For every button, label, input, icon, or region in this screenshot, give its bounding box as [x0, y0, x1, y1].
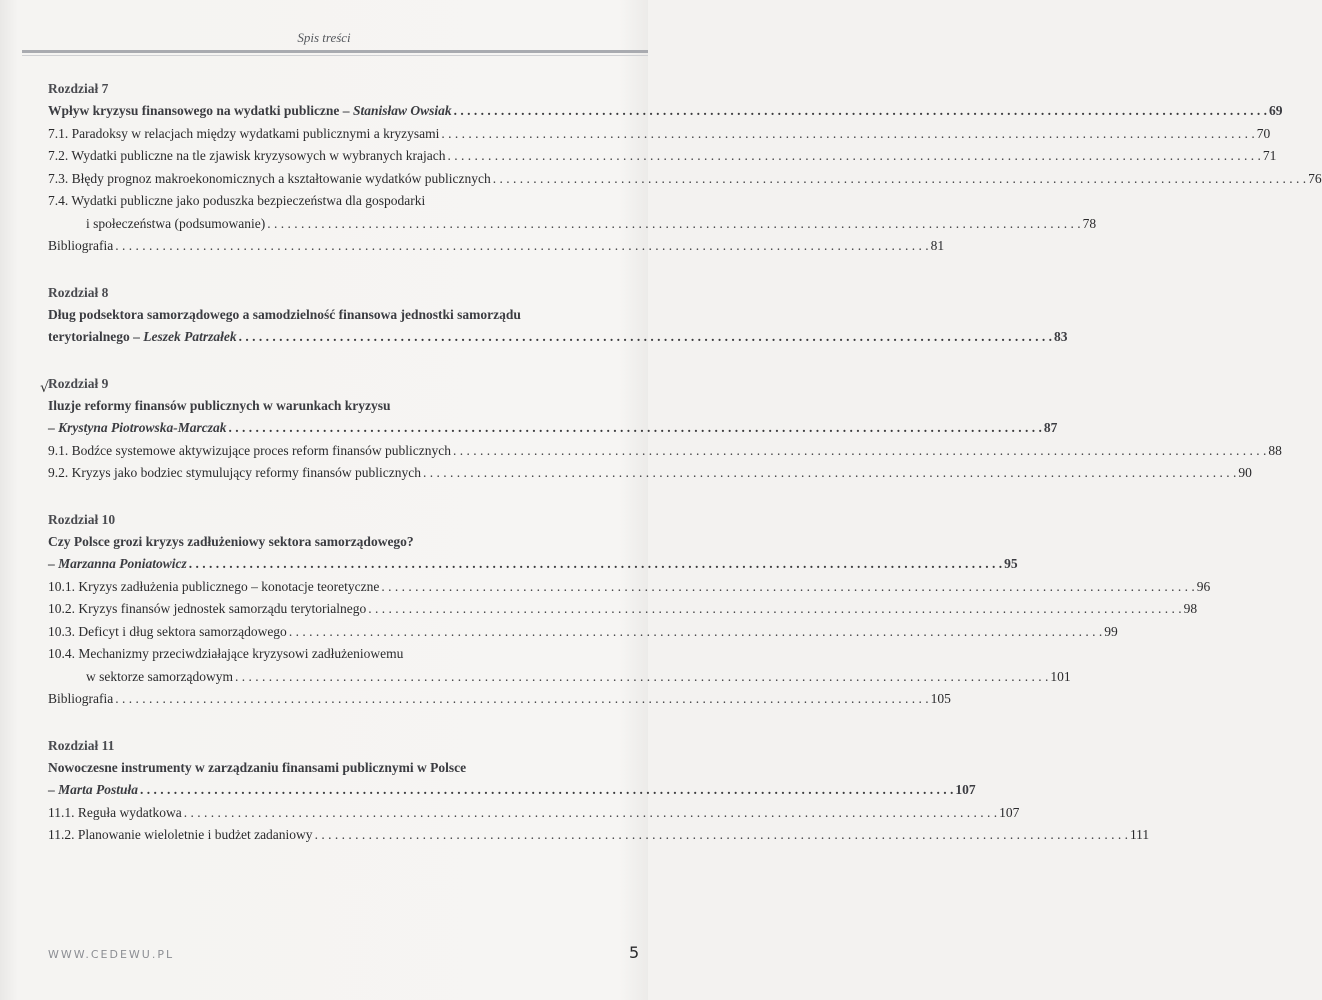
page-number: 5: [629, 943, 640, 962]
toc-entry-text: i społeczeństwa (podsumowanie): [86, 215, 266, 231]
toc-entry-title: [86, 213, 265, 236]
toc-entry-page: 105: [930, 691, 951, 706]
toc-entry-title: [48, 598, 366, 621]
toc-entry: [48, 643, 594, 666]
toc-entry-title: [48, 576, 379, 599]
toc-entry-title: [48, 326, 237, 349]
toc-entry: [48, 100, 1283, 123]
toc-entry-title: [48, 395, 391, 418]
toc-entry-page: 111: [1129, 827, 1150, 842]
running-header-title: Spis treści: [297, 30, 351, 45]
toc-entry-text: 7.4. Wydatki publiczne jako poduszka bezpieczeństwa dla gospodarki: [48, 193, 426, 208]
chapter-label-text: Rozdział 8: [48, 284, 109, 300]
toc-entry-author: Krystyna Piotrowska-Marczak: [58, 420, 227, 435]
toc-entry-title: [48, 757, 466, 780]
leader-dots: [447, 145, 1260, 168]
toc-entry-author: Stanisław Owsiak: [352, 103, 452, 118]
leader-dots: [239, 326, 1052, 349]
toc-entry-text: Nowoczesne instrumenty w zarządzaniu finansami publicznymi w Polsce: [48, 759, 467, 775]
toc-entry: [48, 395, 594, 418]
toc-entry-text: –: [48, 556, 59, 571]
leader-dots: [140, 779, 953, 802]
toc-entry-title: [48, 417, 227, 440]
toc-entry-title: [48, 553, 187, 576]
toc-entry-title: [48, 235, 113, 258]
toc-entry-text: Iluzje reformy finansów publicznych w warunkach kryzysu: [48, 397, 391, 413]
toc-entry: [48, 190, 594, 213]
toc-entry-author: Leszek Patrzałek: [143, 329, 237, 344]
toc-entry: [48, 462, 1252, 485]
footer-url: WWW.CEDEWU.PL: [48, 948, 175, 961]
toc-entry: [48, 621, 1118, 644]
toc-entry-author: Marta Postuła: [58, 782, 139, 797]
chapter-label-text: Rozdział 11: [48, 737, 115, 753]
toc-entry-author: Marzanna Poniatowicz: [58, 556, 187, 571]
toc-chapter: [48, 78, 1322, 258]
toc-entry-page: 87: [1043, 420, 1058, 435]
toc-entry-text: Czy Polsce grozi kryzys zadłużeniowy sektora samorządowego?: [48, 533, 414, 549]
toc-entry: [48, 304, 594, 327]
toc-entry-text: terytorialnego –: [48, 329, 144, 344]
toc-chapter: [40, 373, 1282, 485]
chapter-label: [48, 78, 594, 100]
toc-entry-page: 96: [1196, 578, 1211, 594]
toc-entry-text: Dług podsektora samorządowego a samodzielność finansowa jednostki samorządu: [48, 306, 521, 322]
toc-entry: [48, 688, 951, 711]
toc-entry-page: 101: [1050, 668, 1071, 684]
toc-entry: [48, 824, 1150, 847]
toc-entry: [48, 440, 1282, 463]
toc-entry-page: 90: [1238, 465, 1252, 480]
toc-entry-text: –: [48, 782, 59, 797]
toc-entry-title: [48, 802, 182, 825]
toc-entry-title: [48, 168, 491, 191]
toc-entry-page: 107: [955, 782, 976, 797]
toc-entry: [48, 417, 1058, 440]
toc-entry-title: [48, 123, 439, 146]
leader-dots: [381, 576, 1194, 599]
toc-entry-page: 99: [1104, 623, 1118, 639]
toc-entry: [48, 598, 1198, 621]
toc-entry-page: 88: [1268, 442, 1282, 458]
toc-entry: [48, 553, 1018, 576]
toc-entry-text: 10.4. Mechanizmy przeciwdziałające kryzysowi zadłużeniowemu: [48, 646, 404, 661]
chapter-label: [48, 282, 594, 304]
leader-dots: [267, 213, 1080, 236]
toc-chapter: [48, 509, 1211, 711]
toc-entry-title: [48, 779, 138, 802]
leader-dots: [289, 621, 1102, 644]
leader-dots: [184, 802, 997, 825]
toc-entry: [48, 168, 1322, 191]
toc-entry: [48, 757, 594, 780]
toc-entry: [48, 213, 1097, 236]
leader-dots: [235, 666, 1048, 689]
toc-entry-text: 7.1. Paradoksy w relacjach między wydatkami publicznymi a kryzysami: [48, 125, 440, 141]
chapter-label: [48, 509, 594, 531]
header-rule-thin: [22, 55, 648, 56]
toc-entry: [48, 123, 1271, 146]
leader-dots: [493, 168, 1306, 191]
toc-entry-text: 10.2. Kryzys finansów jednostek samorządu terytorialnego: [48, 601, 367, 616]
toc-entry-title: [48, 688, 113, 711]
toc-entry: [48, 531, 594, 554]
leader-dots: [453, 440, 1266, 463]
leader-dots: [189, 553, 1002, 576]
toc-entry: [48, 779, 976, 802]
toc-entry-page: 76: [1308, 170, 1322, 186]
leader-dots: [423, 462, 1236, 485]
toc-entry-text: 10.3. Deficyt i dług sektora samorządowego: [48, 623, 287, 639]
toc-entry-page: 70: [1256, 125, 1271, 141]
toc-entry: [48, 576, 1211, 599]
leader-dots: [315, 824, 1128, 847]
toc-entry: [48, 235, 945, 258]
toc-entry-text: 11.1. Reguła wydatkowa: [48, 804, 182, 820]
toc-entry-text: 11.2. Planowanie wieloletnie i budżet zadaniowy: [48, 827, 313, 842]
toc-entry-text: 9.1. Bodźce systemowe aktywizujące proces reform finansów publicznych: [48, 442, 451, 458]
table-of-contents: [40, 78, 1322, 871]
toc-entry-title: [86, 666, 233, 689]
toc-entry-page: 98: [1183, 601, 1198, 616]
toc-entry-text: 7.2. Wydatki publiczne na tle zjawisk kryzysowych w wybranych krajach: [48, 148, 446, 163]
header-rule: [22, 50, 648, 53]
toc-entry-page: 81: [930, 238, 945, 253]
toc-entry-title: [48, 643, 403, 666]
chapter-label: [40, 373, 594, 396]
toc-entry-page: 107: [999, 804, 1020, 820]
toc-entry-text: 10.1. Kryzys zadłużenia publicznego – konotacje teoretyczne: [48, 578, 380, 594]
leader-dots: [115, 688, 928, 711]
toc-entry-title: [48, 304, 521, 327]
toc-entry-title: [48, 190, 425, 213]
toc-entry-text: 7.3. Błędy prognoz makroekonomicznych a kształtowanie wydatków publicznych: [48, 170, 491, 186]
chapter-label-text: Rozdział 7: [48, 81, 109, 96]
toc-chapter: [48, 282, 1068, 349]
toc-entry-title: [48, 824, 313, 847]
toc-entry: [48, 145, 1277, 168]
toc-entry-title: [48, 145, 445, 168]
handwritten-check-mark: √: [40, 379, 49, 396]
toc-entry-title: [48, 100, 452, 123]
leader-dots: [454, 100, 1267, 123]
leader-dots: [229, 417, 1042, 440]
toc-chapter: [48, 735, 1150, 847]
toc-entry-title: [48, 621, 287, 644]
toc-entry-title: [48, 531, 414, 554]
toc-entry: [48, 666, 1071, 689]
chapter-label-text: Rozdział 10: [48, 511, 116, 527]
toc-entry-title: [48, 462, 421, 485]
chapter-label: [48, 735, 594, 757]
toc-entry-page: 83: [1053, 329, 1068, 344]
toc-entry-page: 71: [1262, 148, 1277, 163]
toc-entry-page: 95: [1004, 556, 1018, 571]
toc-entry-text: 9.2. Kryzys jako bodziec stymulujący reformy finansów publicznych: [48, 465, 422, 480]
toc-entry-text: Bibliografia: [48, 691, 114, 706]
toc-entry-text: –: [48, 420, 59, 435]
leader-dots: [441, 123, 1254, 146]
toc-entry-text: Bibliografia: [48, 238, 114, 253]
toc-entry-page: 78: [1082, 215, 1097, 231]
leader-dots: [368, 598, 1181, 621]
leader-dots: [115, 235, 928, 258]
toc-entry-text: w sektorze samorządowym: [86, 668, 233, 684]
toc-entry-title: [48, 440, 451, 463]
toc-entry-text: Wpływ kryzysu finansowego na wydatki publiczne –: [48, 103, 353, 118]
toc-entry: [48, 802, 1020, 825]
chapter-label-text: Rozdział 9: [48, 375, 109, 391]
toc-entry: [48, 326, 1068, 349]
toc-entry-page: 69: [1268, 103, 1283, 118]
